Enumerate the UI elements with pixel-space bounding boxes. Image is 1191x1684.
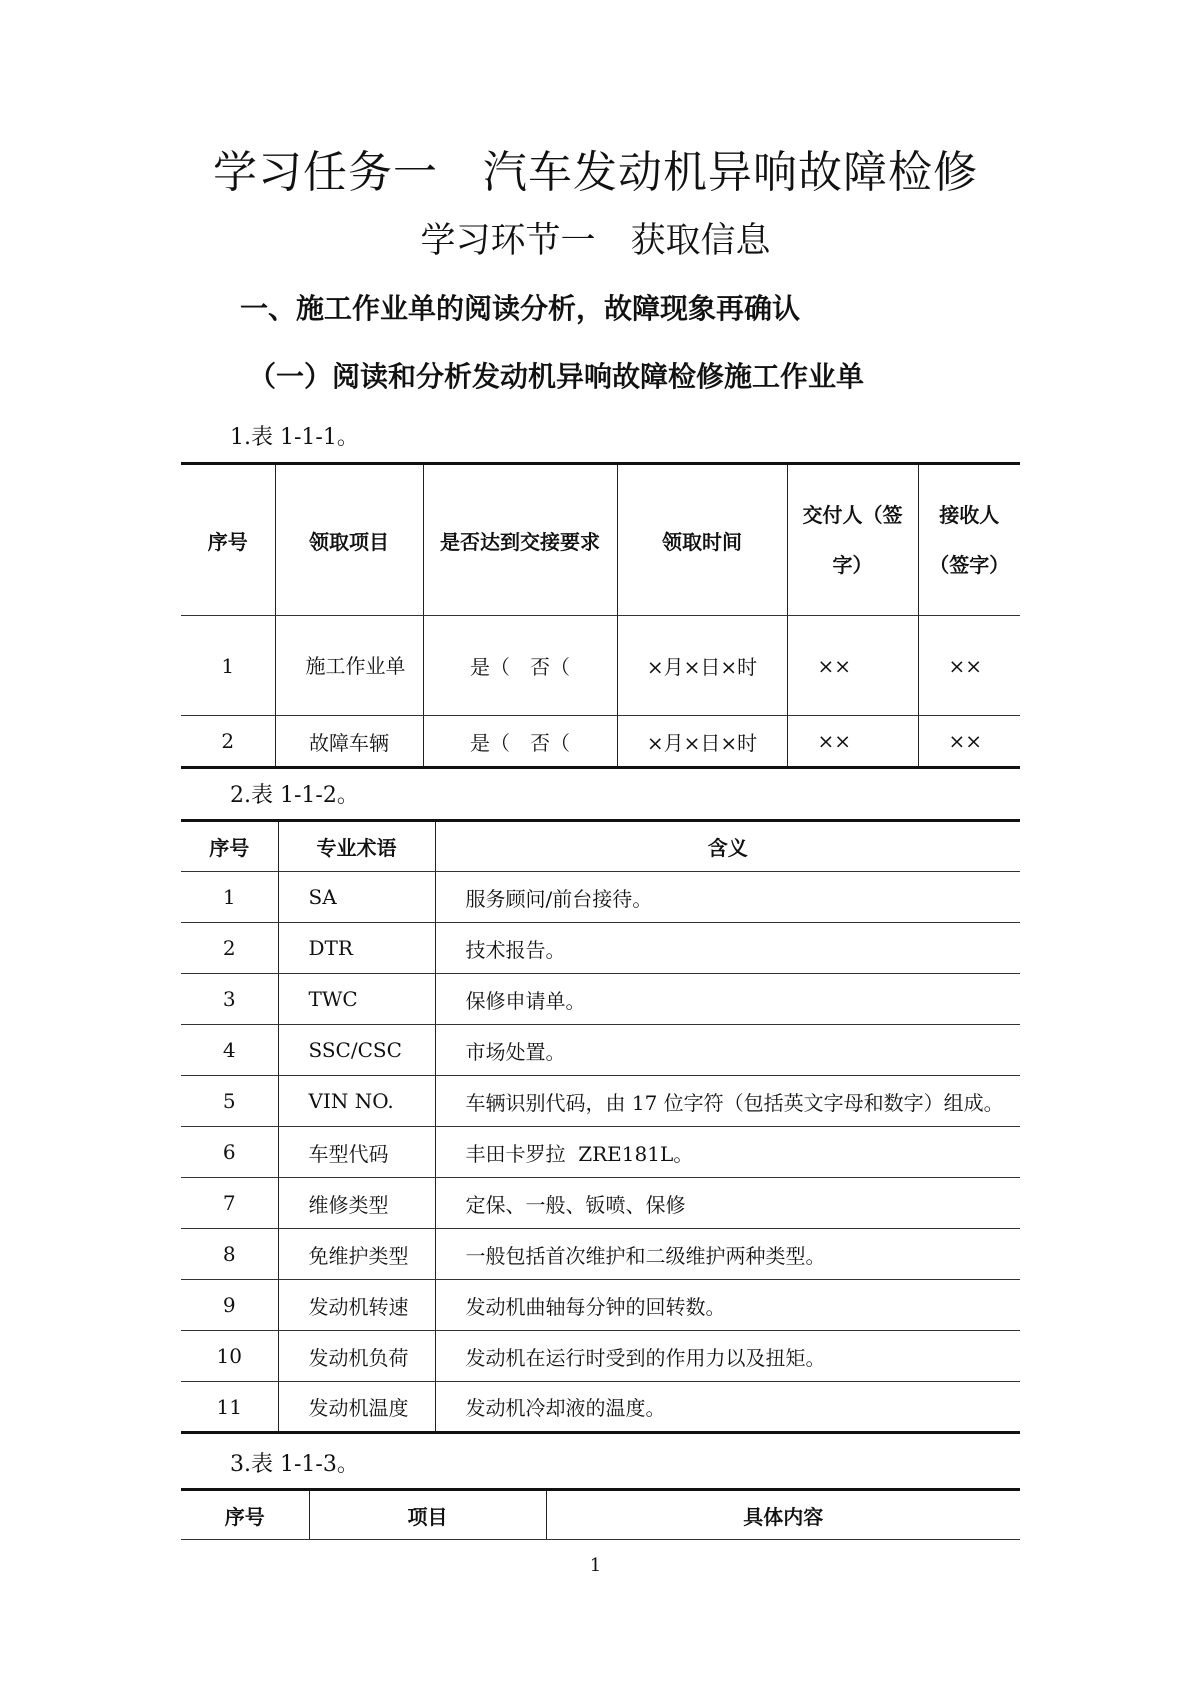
table-cell: 丰田卡罗拉 ZRE181L。	[435, 1127, 1020, 1178]
page-number: 1	[589, 1555, 602, 1576]
table-cell: 9	[181, 1280, 278, 1331]
table-cell: 8	[181, 1229, 278, 1280]
table-row	[181, 1280, 1020, 1331]
table-cell: ×月×日×时	[617, 716, 787, 768]
handover-table	[181, 462, 1020, 769]
table-row	[181, 716, 1020, 768]
table-row	[181, 974, 1020, 1025]
table-cell: 1	[181, 616, 275, 716]
table-cell: 发动机负荷	[278, 1331, 435, 1382]
table-cell: DTR	[278, 923, 435, 974]
table-cell: 6	[181, 1127, 278, 1178]
table-row	[181, 1331, 1020, 1382]
table-row	[181, 1127, 1020, 1178]
content-table	[181, 1488, 1020, 1540]
table-cell: 免维护类型	[278, 1229, 435, 1280]
table-cell: SSC/CSC	[278, 1025, 435, 1076]
table-cell: 3	[181, 974, 278, 1025]
table-cell: 车型代码	[278, 1127, 435, 1178]
table-cell: SA	[278, 872, 435, 923]
table-row	[181, 1076, 1020, 1127]
table-cell: 2	[181, 716, 275, 768]
table2-caption: 2.表 1-1-2。	[230, 783, 359, 808]
table-cell: 定保、一般、钣喷、保修	[435, 1178, 1020, 1229]
table3-caption: 3.表 1-1-3。	[230, 1452, 359, 1477]
column-header: 领取项目	[275, 464, 423, 616]
column-header: 序号	[181, 1490, 309, 1540]
table-cell: ×月×日×时	[617, 616, 787, 716]
table-cell: 2	[181, 923, 278, 974]
table-header-row	[181, 464, 1020, 616]
column-header: 具体内容	[546, 1490, 1020, 1540]
table-cell: 车辆识别代码，由 17 位字符（包括英文字母和数字）组成。	[435, 1076, 1020, 1127]
subsection-heading: （一）阅读和分析发动机异响故障检修施工作业单	[248, 360, 865, 393]
table-cell: 是（ 否（	[423, 616, 617, 716]
table-row	[181, 1382, 1020, 1433]
table-cell: 4	[181, 1025, 278, 1076]
table-cell: 发动机在运行时受到的作用力以及扭矩。	[435, 1331, 1020, 1382]
table-cell: 一般包括首次维护和二级维护两种类型。	[435, 1229, 1020, 1280]
table-cell: 故障车辆	[275, 716, 423, 768]
table-cell: 11	[181, 1382, 278, 1433]
table-cell: 技术报告。	[435, 923, 1020, 974]
table-cell: 服务顾问/前台接待。	[435, 872, 1020, 923]
table-cell: 保修申请单。	[435, 974, 1020, 1025]
table-cell: 发动机转速	[278, 1280, 435, 1331]
column-header: 含义	[435, 821, 1020, 872]
table-cell: 5	[181, 1076, 278, 1127]
table-cell: ××	[787, 716, 918, 768]
table-row	[181, 1229, 1020, 1280]
column-header: 领取时间	[617, 464, 787, 616]
section-heading: 一、施工作业单的阅读分析，故障现象再确认	[240, 292, 801, 325]
table-cell: 7	[181, 1178, 278, 1229]
column-header: 专业术语	[278, 821, 435, 872]
document-subtitle: 学习环节一 获取信息	[420, 221, 771, 261]
table-row	[181, 616, 1020, 716]
table-row	[181, 1025, 1020, 1076]
column-header: 序号	[181, 464, 275, 616]
table-cell: 10	[181, 1331, 278, 1382]
column-header: 是否达到交接要求	[423, 464, 617, 616]
column-header: 交付人（签字）	[787, 464, 918, 616]
table-row	[181, 1178, 1020, 1229]
table-cell: 是（ 否（	[423, 716, 617, 768]
table-header-row	[181, 821, 1020, 872]
table-cell: 施工作业单	[275, 616, 423, 716]
column-header: 项目	[309, 1490, 546, 1540]
column-header: 接收人（签字）	[918, 464, 1020, 616]
table-cell: VIN NO.	[278, 1076, 435, 1127]
table-cell: 1	[181, 872, 278, 923]
table-cell: 维修类型	[278, 1178, 435, 1229]
table-cell: 发动机温度	[278, 1382, 435, 1433]
column-header: 序号	[181, 821, 278, 872]
table-header-row	[181, 1490, 1020, 1540]
table-cell: ××	[787, 616, 918, 716]
table-row	[181, 872, 1020, 923]
table-cell: TWC	[278, 974, 435, 1025]
table-cell: 市场处置。	[435, 1025, 1020, 1076]
table-cell: ××	[918, 716, 1020, 768]
table-row	[181, 923, 1020, 974]
table-cell: ××	[918, 616, 1020, 716]
document-title: 学习任务一 汽车发动机异响故障检修	[213, 147, 978, 198]
table1-caption: 1.表 1-1-1。	[230, 425, 359, 450]
table-cell: 发动机曲轴每分钟的回转数。	[435, 1280, 1020, 1331]
terminology-table	[181, 819, 1020, 1434]
table-cell: 发动机冷却液的温度。	[435, 1382, 1020, 1433]
